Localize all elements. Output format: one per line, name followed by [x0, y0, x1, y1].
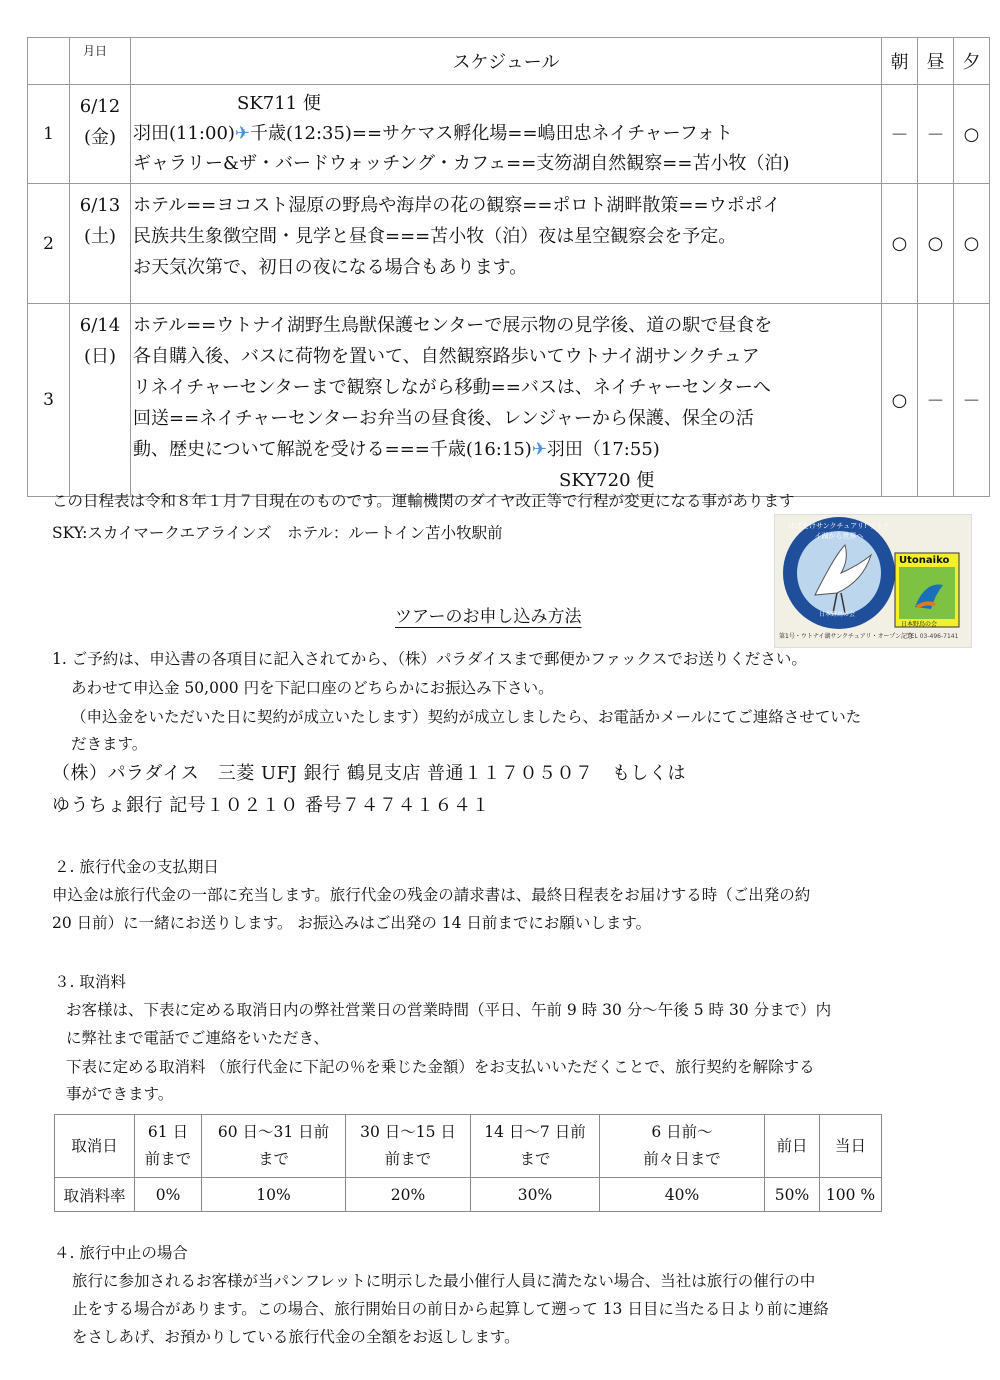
application-line: だきます。 — [71, 735, 148, 753]
cancel-rate-row — [55, 1178, 882, 1212]
cancellation-line: お客様は、下表に定める取消日内の弊社営業日の営業時間（平日、午前 9 時 30 分〜午後 5 時 30 分まで）内 — [66, 1001, 832, 1019]
cancel-day-l2: 前まで — [384, 1150, 432, 1168]
day-number: 3 — [28, 304, 70, 497]
logo-badge-tel: TEL 03-496-7141 — [907, 633, 959, 640]
schedule-line: ギャラリー&ザ・バードウォッチング・カフェ==支笏湖自然観察==苫小牧（泊) — [133, 153, 790, 174]
payment-title: ２. 旅行代金の支払期日 — [54, 858, 219, 876]
cancel-day-l2: 前まで — [144, 1150, 192, 1168]
day-schedule — [131, 85, 882, 184]
cancel-day-cell: 当日 — [820, 1115, 882, 1178]
logo-badge-org: 日本野鳥の会 — [901, 621, 938, 628]
cancel-day-l1: 6 日前〜 — [651, 1123, 713, 1141]
meal-morning: ○ — [882, 304, 918, 497]
schedule-line-part: 羽田（17:55) — [546, 439, 660, 460]
application-line: （申込金をいただいた日に契約が成立いたします）契約が成立しましたら、お電話かメールにてご連絡させていた — [71, 708, 862, 726]
cancel-rate: 40% — [600, 1178, 765, 1212]
cancel-day-l1: 14 日〜7 日前 — [484, 1123, 586, 1141]
header-no-cell — [28, 38, 70, 85]
sanctuary-logo — [774, 514, 972, 648]
day-date-cell — [70, 304, 131, 497]
schedule-line: 回送==ネイチャーセンターお弁当の昼食後、レンジャーから保護、保全の活 — [133, 408, 754, 429]
header-noon: 昼 — [918, 38, 954, 85]
day-weekday: (土) — [83, 226, 117, 247]
airplane-icon: ✈ — [531, 439, 547, 460]
schedule-note: この日程表は令和８年１月７日現在のものです。運輸機関のダイヤ改正等で行程が変更になる事があります — [52, 492, 795, 510]
bank-account-1: （株）パラダイス 三菱 UFJ 銀行 鶴見支店 普通１１７０５０７ もしくは — [52, 763, 687, 784]
header-evening: 夕 — [954, 38, 990, 85]
meal-noon: ○ — [918, 184, 954, 304]
cancel-day-l1: 61 日 — [147, 1123, 189, 1141]
logo-circle-small: 日本野鳥の会 — [819, 611, 856, 618]
suspension-line: をさしあげ、お預かりしている旅行代金の全額をお返しします。 — [72, 1328, 520, 1346]
cancel-day-l2: 前々日まで — [643, 1150, 721, 1168]
header-morning: 朝 — [882, 38, 918, 85]
schedule-line — [133, 119, 875, 149]
cancel-day-cell: 前日 — [765, 1115, 820, 1178]
schedule-line: ホテル==ウトナイ湖野生鳥獣保護センターで展示物の見学後、道の駅で昼食を — [133, 315, 773, 336]
schedule-line: 各自購入後、バスに荷物を置いて、自然観察路歩いてウトナイ湖サンクチュア — [133, 346, 760, 367]
day-weekday: (金) — [83, 127, 117, 148]
meal-evening: － — [954, 304, 990, 497]
airline-hotel-note: SKY:スカイマークエアラインズ ホテル：ルートイン苫小牧駅前 — [52, 524, 503, 542]
schedule-row-day2 — [28, 184, 990, 304]
cancel-day-label: 取消日 — [55, 1115, 135, 1178]
cancellation-line: 事ができます。 — [66, 1085, 174, 1103]
payment-line: 申込金は旅行代金の一部に充当します。旅行代金の残金の請求書は、最終日程表をお届けする時（ご出発の約 — [52, 886, 811, 904]
cancel-day-l1: 60 日〜31 日前 — [217, 1123, 330, 1141]
cancel-day-cell — [202, 1115, 346, 1178]
meal-noon: － — [918, 304, 954, 497]
schedule-line-part: 千歳(12:35)==サケマス孵化場==嶋田忠ネイチャーフォト — [250, 123, 733, 144]
schedule-row-day3 — [28, 304, 990, 497]
day-date-cell — [70, 184, 131, 304]
flight-line: SKY720 便 — [559, 470, 655, 491]
schedule-table — [27, 37, 990, 497]
cancel-rate: 30% — [471, 1178, 600, 1212]
cancel-day-cell — [135, 1115, 202, 1178]
cancel-day-row — [55, 1115, 882, 1178]
cancel-day-l2: まで — [257, 1150, 289, 1168]
meal-morning: － — [882, 85, 918, 184]
cancellation-line: に弊社まで電話でご連絡をいただき、 — [66, 1029, 329, 1047]
cancel-day-cell — [346, 1115, 471, 1178]
meal-evening: ○ — [954, 85, 990, 184]
schedule-line-part: 羽田(11:00) — [133, 123, 235, 144]
day-schedule — [131, 184, 882, 304]
cancel-day-cell — [600, 1115, 765, 1178]
logo-circle-text: はばたけサンクチュアリ! ウトナイ湖から世界へ — [787, 522, 891, 540]
day-number: 1 — [28, 85, 70, 184]
meal-evening: ○ — [954, 184, 990, 304]
schedule-line: ホテル==ヨコスト湿原の野鳥や海岸の花の観察==ポロト湖畔散策==ウポポイ — [133, 195, 781, 216]
schedule-line: リネイチャーセンターまで観察しながら移動==バスは、ネイチャーセンターへ — [133, 377, 771, 398]
cancel-rate: 0% — [135, 1178, 202, 1212]
header-schedule: スケジュール — [131, 38, 882, 85]
schedule-line: お天気次第で、初日の夜になる場合もあります。 — [133, 257, 528, 278]
logo-badge-title: Utonaiko — [899, 555, 950, 566]
cancel-day-l2: まで — [519, 1150, 551, 1168]
suspension-title: ４. 旅行中止の場合 — [54, 1244, 188, 1262]
cancellation-fee-table — [54, 1114, 882, 1212]
logo-caption: 第1号・ウトナイ湖サンクチュアリ・オープン記念 — [779, 633, 914, 640]
cancellation-title: ３. 取消料 — [54, 973, 126, 991]
application-line: あわせて申込金 50,000 円を下記口座のどちらかにお振込み下さい。 — [71, 679, 554, 697]
application-line: 1. ご予約は、申込書の各項目に記入されてから、（株）パラダイスまで郵便かファックスでお送りください。 — [52, 650, 807, 668]
schedule-header-row — [28, 38, 990, 85]
suspension-line: 止をする場合があります。この場合、旅行開始日の前日から起算して遡って 13 日目に当たる日より前に連絡 — [72, 1300, 829, 1318]
day-date: 6/13 — [79, 195, 121, 216]
cancel-rate: 20% — [346, 1178, 471, 1212]
day-date: 6/14 — [79, 315, 121, 336]
day-weekday: (日) — [83, 346, 117, 367]
schedule-line: 民族共生象徴空間・見学と昼食===苫小牧（泊）夜は星空観察会を予定。 — [133, 226, 737, 247]
application-title: ツアーのお申し込み方法 — [395, 607, 582, 627]
schedule-line-part: 動、歴史について解説を受ける===千歳(16:15) — [133, 439, 532, 460]
meal-morning: ○ — [882, 184, 918, 304]
cancel-day-cell — [471, 1115, 600, 1178]
cancel-rate: 10% — [202, 1178, 346, 1212]
airplane-icon: ✈ — [234, 123, 251, 144]
flight-line: SK711 便 — [237, 93, 321, 114]
payment-line: 20 日前）に一緒にお送りします。 お振込みはご出発の 14 日前までにお願いします。 — [52, 914, 652, 932]
header-date: 月日 — [70, 38, 131, 85]
day-date: 6/12 — [79, 96, 121, 117]
meal-noon: － — [918, 85, 954, 184]
suspension-line: 旅行に参加されるお客様が当パンフレットに明示した最小催行人員に満たない場合、当社は旅行の催行の中 — [72, 1272, 816, 1290]
cancellation-line: 下表に定める取消料 （旅行代金に下記の％を乗じた金額）をお支払いいただくことで、旅行契約を解除する — [66, 1058, 815, 1076]
cancel-day-l1: 30 日〜15 日 — [360, 1123, 456, 1141]
day-schedule — [131, 304, 882, 497]
schedule-line — [133, 434, 875, 465]
bank-account-2: ゆうちょ銀行 記号１０２１０ 番号７４７４１６４１ — [52, 795, 490, 816]
schedule-row-day1 — [28, 85, 990, 184]
cancel-rate: 50% — [765, 1178, 820, 1212]
cancel-rate-label: 取消料率 — [55, 1178, 135, 1212]
day-number: 2 — [28, 184, 70, 304]
cancel-rate: 100 % — [820, 1178, 882, 1212]
day-date-cell — [70, 85, 131, 184]
